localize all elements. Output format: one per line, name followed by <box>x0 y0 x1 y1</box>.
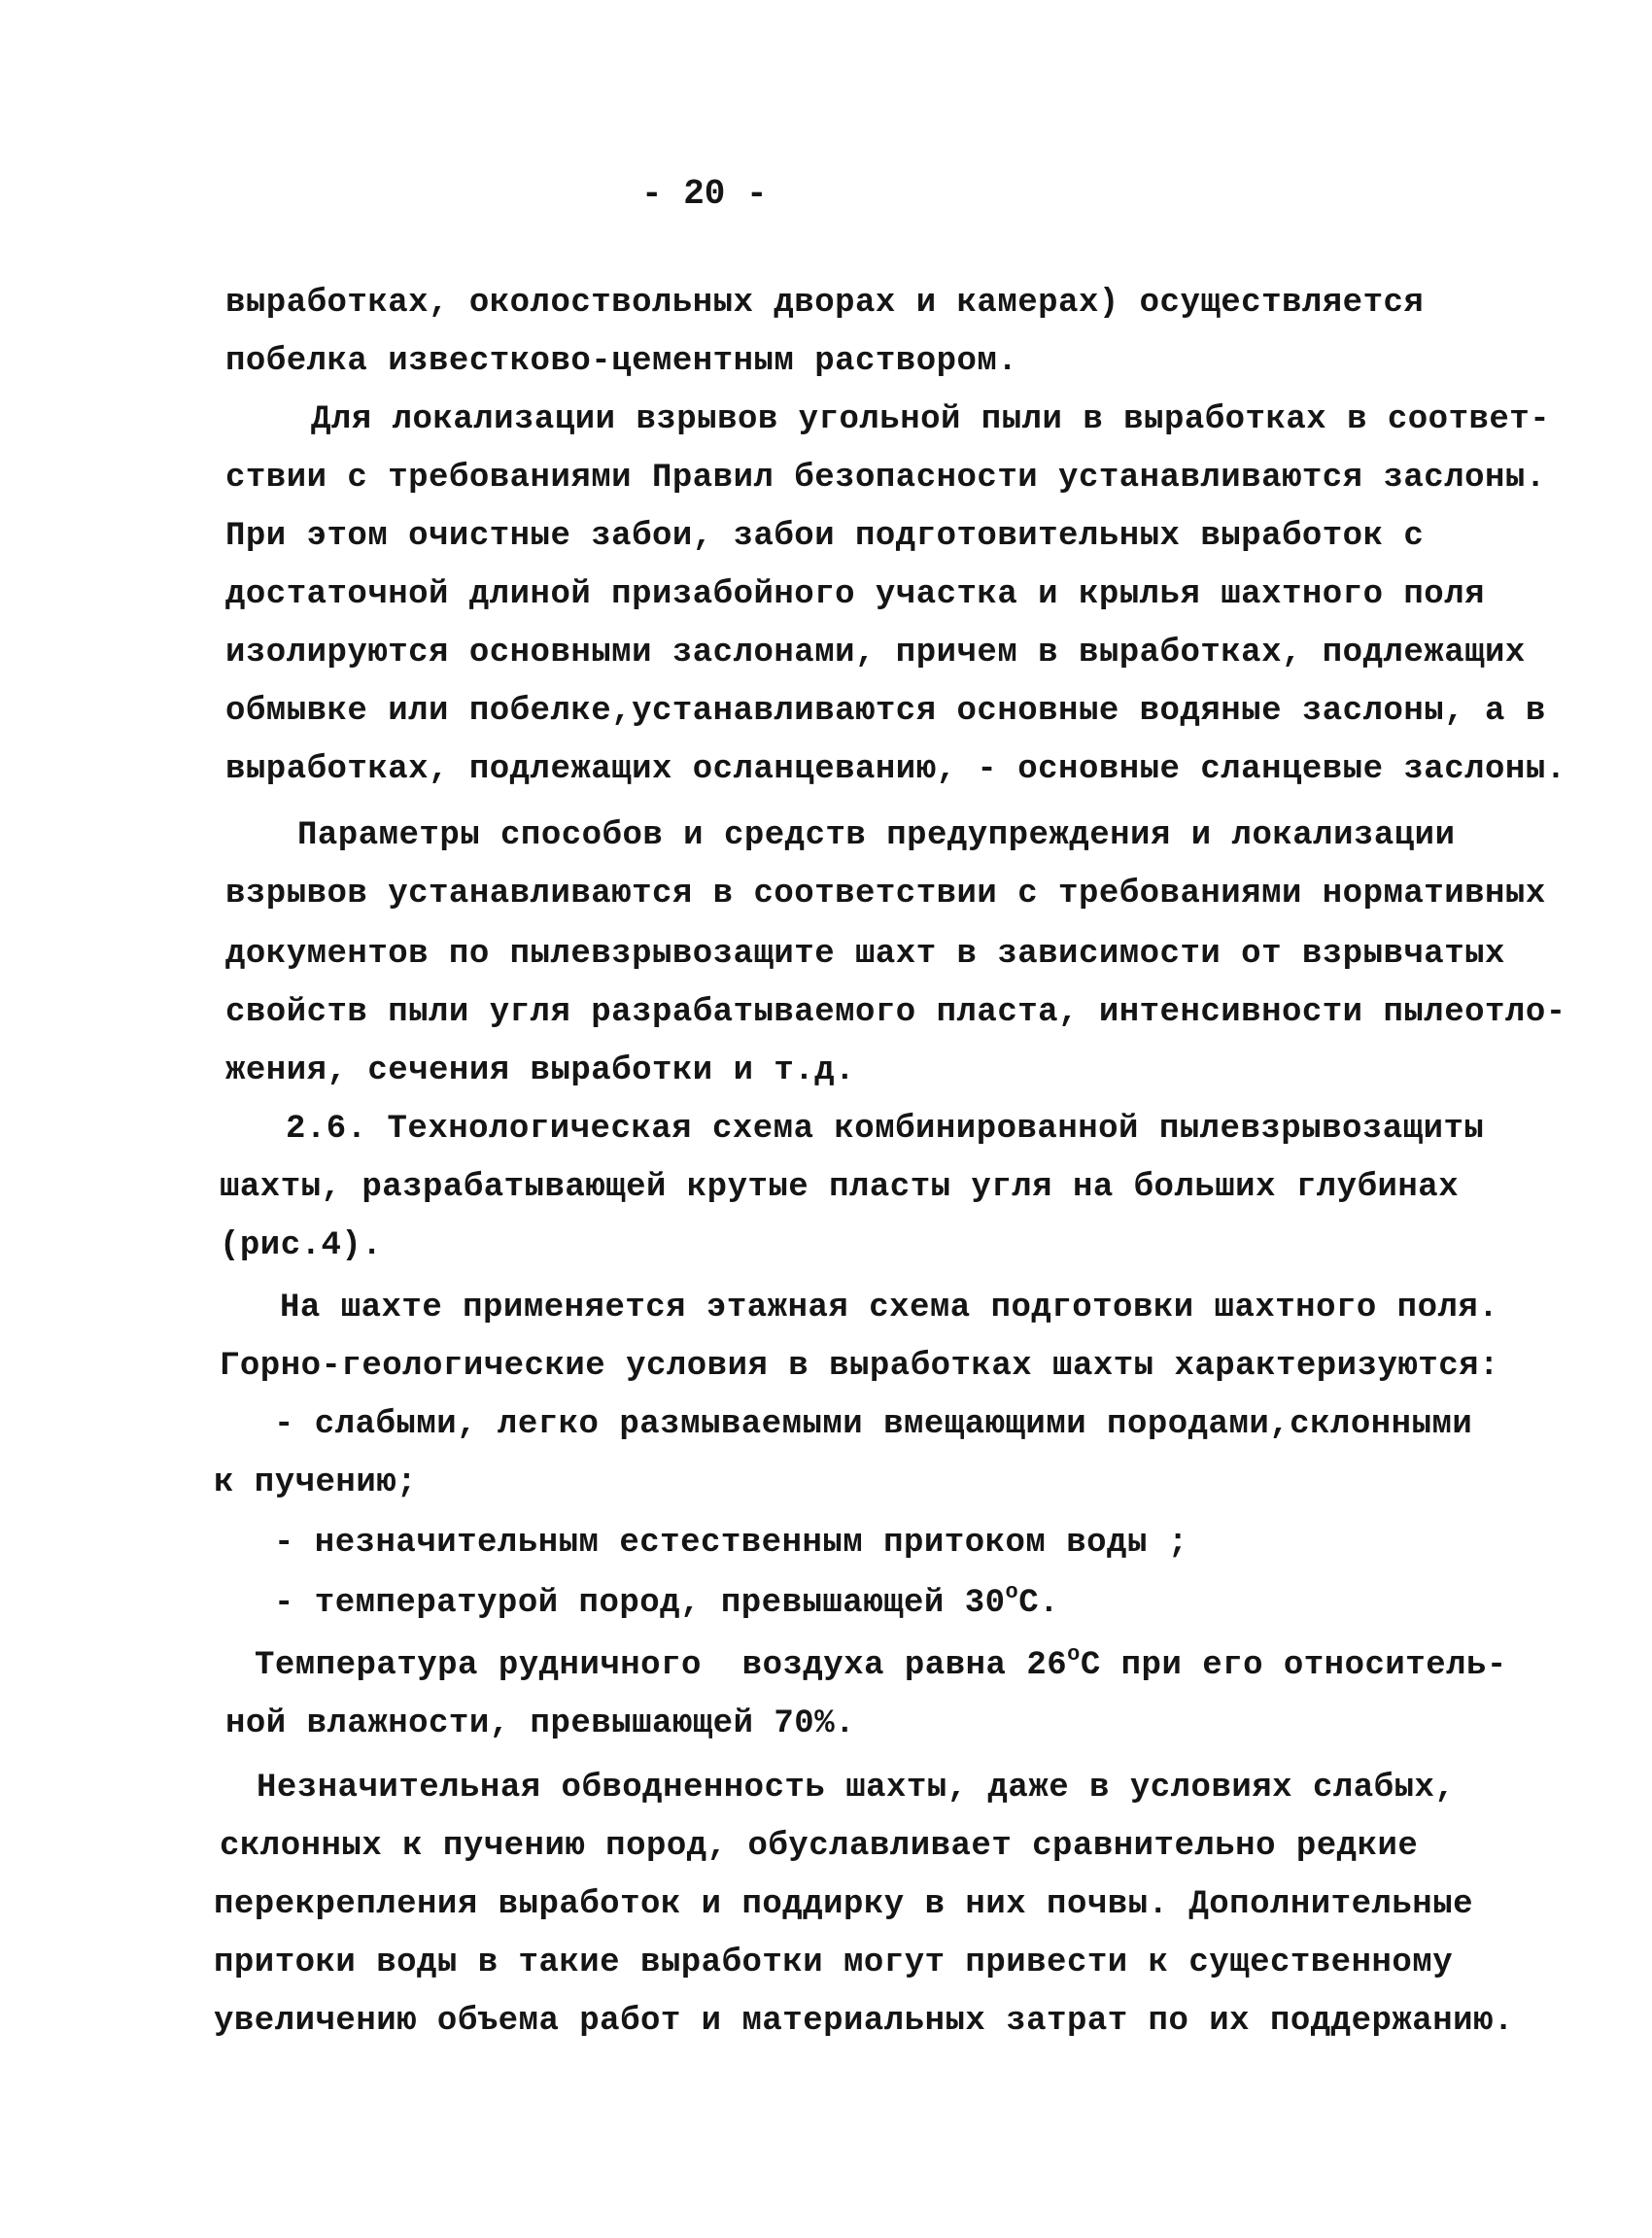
text-line: притоки воды в такие выработки могут привести к существенному <box>214 1945 1454 1981</box>
page-number: - 20 - <box>641 174 768 214</box>
text-line: (рис.4). <box>220 1227 383 1264</box>
text-line: обмывке или побелке,устанавливаются основные водяные заслоны, а в <box>225 693 1546 730</box>
degree-mark: о <box>1005 1580 1019 1604</box>
air-temperature-text: Температура рудничного воздуха равна 26 <box>255 1647 1068 1684</box>
degree-mark: о <box>1067 1642 1081 1667</box>
text-line: При этом очистные забои, забои подготовительных выработок с <box>225 518 1425 555</box>
rock-temperature-unit: С. <box>1018 1585 1060 1622</box>
text-line: увеличению объема работ и материальных затрат по их поддержанию. <box>214 2003 1514 2040</box>
text-line: склонных к пучению пород, обуславливает сравнительно редкие <box>220 1828 1419 1865</box>
text-line: На шахте применяется этажная схема подготовки шахтного поля. <box>280 1290 1499 1326</box>
humidity-line: ной влажности, превышающей 70%. <box>225 1705 856 1742</box>
text-line: Параметры способов и средств предупреждения и локализации <box>297 817 1456 854</box>
text-line: к пучению; <box>214 1464 418 1501</box>
text-line: побелка известково-цементным раствором. <box>225 343 1018 380</box>
text-line: документов по пылевзрывозащите шахт в зависимости от взрывчатых <box>225 936 1505 973</box>
text-line: Горно-геологические условия в выработках шахты характеризуются: <box>220 1348 1499 1385</box>
air-temperature-rest: С при его относитель- <box>1080 1647 1507 1684</box>
text-line: Незначительная обводненность шахты, даже в условиях слабых, <box>257 1770 1456 1807</box>
text-line: шахты, разрабатывающей крутые пласты угля на больших глубинах <box>220 1169 1460 1206</box>
rock-temperature-line <box>274 1580 1060 1623</box>
text-line: перекрепления выработок и поддирку в них почвы. Дополнительные <box>214 1886 1474 1923</box>
text-line: выработках, околоствольных дворах и камерах) осуществляется <box>225 285 1425 322</box>
text-line: взрывов устанавливаются в соответствии с требованиями нормативных <box>225 876 1546 912</box>
text-line: изолируются основными заслонами, причем в выработках, подлежащих <box>225 635 1526 671</box>
rock-temperature-text: - температурой пород, превышающей 30 <box>274 1585 1006 1622</box>
text-line: Для локализации взрывов угольной пыли в выработках в соответ- <box>311 401 1551 438</box>
text-line: - незначительным естественным притоком воды ; <box>274 1525 1188 1562</box>
text-line: достаточной длиной призабойного участка и крылья шахтного поля <box>225 576 1486 613</box>
air-temperature-line <box>255 1642 1507 1685</box>
text-line: выработках, подлежащих осланцеванию, - основные сланцевые заслоны. <box>225 751 1566 788</box>
text-line: ствии с требованиями Правил безопасности устанавливаются заслоны. <box>225 460 1546 497</box>
text-line: свойств пыли угля разрабатываемого пласта, интенсивности пылеотло- <box>225 994 1566 1031</box>
text-line: жения, сечения выработки и т.д. <box>225 1052 856 1089</box>
text-line: - слабыми, легко размываемыми вмещающими породами,склонными <box>274 1406 1473 1443</box>
text-line: 2.6. Технологическая схема комбинированной пылевзрывозащиты <box>286 1111 1485 1148</box>
